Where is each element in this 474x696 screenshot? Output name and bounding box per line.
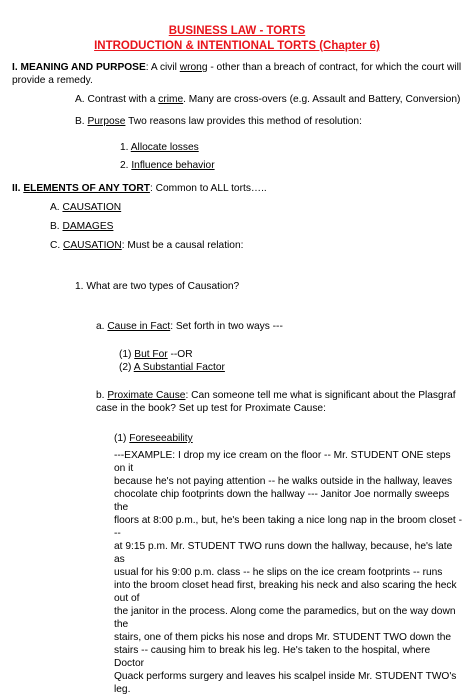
allocate-losses: Allocate losses (130, 142, 199, 153)
element-b (50, 220, 113, 233)
purpose-item-2-num: 2. (120, 160, 132, 171)
purpose-item-2 (120, 159, 215, 172)
section-1-heading: I. MEANING AND PURPOSE (12, 62, 146, 73)
purpose-item-1-num: 1. (120, 142, 131, 153)
item-b-prefix: B. (75, 116, 88, 127)
foreseeability-line (114, 432, 193, 445)
element-a-prefix: A. (50, 202, 63, 213)
question-1: 1. What are two types of Causation? (75, 281, 240, 292)
purpose-item-1 (120, 141, 199, 154)
element-b-prefix: B. (50, 221, 63, 232)
causation-term: CAUSATION (62, 202, 122, 213)
cause-in-fact-prefix: a. (96, 321, 108, 332)
section-1-line (12, 61, 461, 74)
document-title: BUSINESS LAW - TORTS (168, 25, 306, 37)
but-for-line (119, 348, 193, 361)
crime-term: crime (158, 94, 184, 105)
cause-in-fact-line (96, 320, 283, 333)
element-c-prefix: C. (50, 240, 64, 251)
example-paragraph: ---EXAMPLE: I drop my ice cream on the floor -- Mr. STUDENT ONE steps on it because he's not paying attention -- he walks outside in the hallway, leaves chocolate chip footprints down the hallway --- Janitor Joe normally sweeps the floors at 8:00 p.m., but, he's been taking a nice long nap in the broom closet --- at 9:15 p.m. Mr. STUDENT TWO runs down the hallway, because, he's late as usual for his 9:00 p.m. class -- he slips on the ice cream footprints -- runs into the broom closet head first, breaking his neck and also scaring the heck out of the janitor in the process. Along come the paramedics, but on the way down the stairs, one of them picks his nose and drops Mr. STUDENT TWO down the stairs -- causing him to break his leg. He's taken to the hospital, where Doctor Quack performs surgery and leaves his scalpel inside Mr. STUDENT TWO's leg. (114, 450, 462, 695)
wrong-term: wrong (179, 62, 208, 73)
section-1-text-after: - other than a breach of contract, for which the court will (207, 62, 462, 73)
but-for-suffix: --OR (167, 349, 193, 360)
damages-term: DAMAGES (62, 221, 114, 232)
cause-in-fact-term: Cause in Fact (107, 321, 171, 332)
section-2-heading: ELEMENTS OF ANY TORT (23, 183, 150, 194)
section-1-text: : A civil (145, 62, 180, 73)
item-a-prefix: A. Contrast with a (75, 94, 159, 105)
section-2-num: II. (12, 183, 24, 194)
proximate-cause-term: Proximate Cause (107, 390, 186, 401)
proximate-cause-line (96, 389, 456, 402)
substantial-factor-line (119, 361, 225, 374)
but-for-prefix: (1) (119, 349, 135, 360)
influence-behavior: Influence behavior (131, 160, 215, 171)
cause-in-fact-suffix: : Set forth in two ways --- (170, 321, 283, 332)
item-b-suffix: Two reasons law provides this method of resolution: (125, 116, 362, 127)
causation-term-c: CAUSATION (63, 240, 122, 251)
item-a-suffix: . Many are cross-overs (e.g. Assault and Battery, Conversion) (183, 94, 461, 105)
proximate-cause-prefix: b. (96, 390, 108, 401)
document-subtitle: INTRODUCTION & INTENTIONAL TORTS (Chapter 6) (94, 40, 380, 52)
item-b-purpose (75, 115, 362, 128)
substantial-factor-term: A Substantial Factor (133, 362, 225, 373)
proximate-cause-continuation: case in the book? Set up test for Proximate Cause: (96, 403, 326, 414)
but-for-term: But For (134, 349, 168, 360)
foreseeability-term: Foreseeability (129, 433, 193, 444)
item-a-contrast (75, 93, 460, 106)
section-1-continuation: provide a remedy. (12, 75, 93, 86)
element-c (50, 239, 243, 252)
foreseeability-prefix: (1) (114, 433, 130, 444)
section-2-suffix: : Common to ALL torts….. (149, 183, 267, 194)
section-2-line (12, 182, 267, 195)
substantial-factor-prefix: (2) (119, 362, 134, 373)
proximate-cause-suffix: : Can someone tell me what is significant about the Plasgraf (185, 390, 456, 401)
purpose-term: Purpose (87, 116, 126, 127)
element-c-suffix: : Must be a causal relation: (121, 240, 244, 251)
element-a (50, 201, 121, 214)
